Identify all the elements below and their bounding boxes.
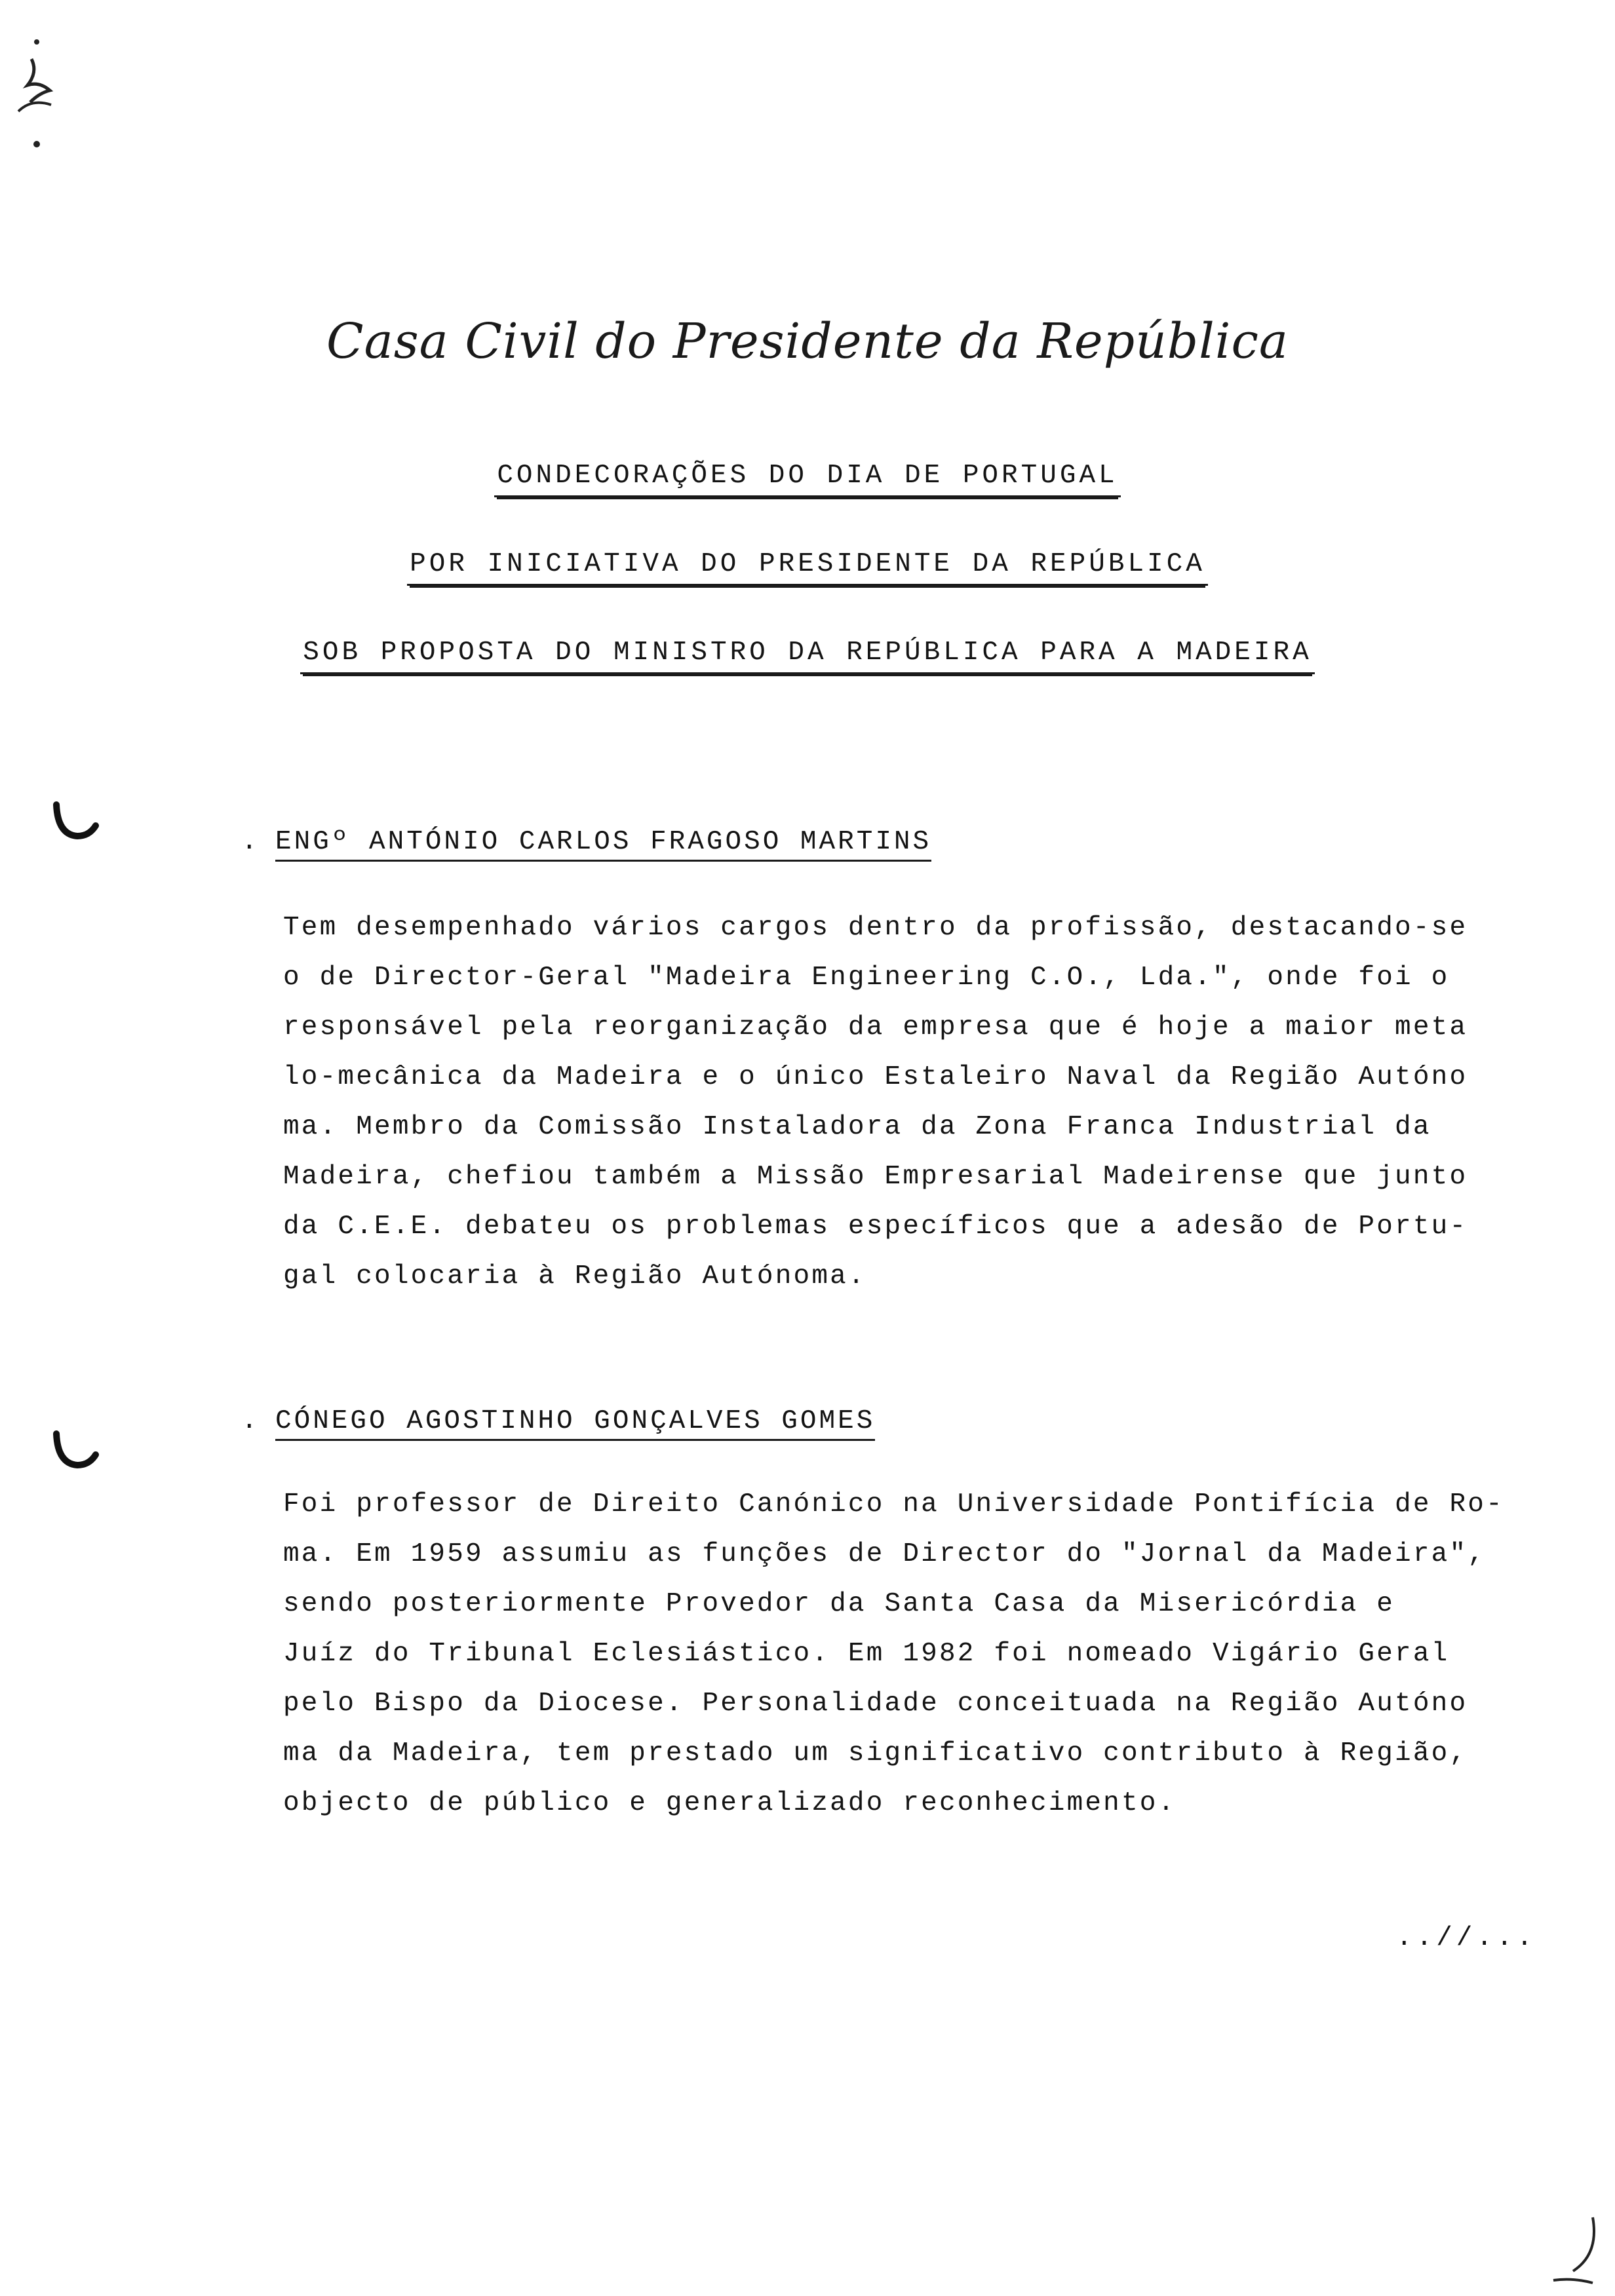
- text-line: da C.E.E. debateu os problemas específicos que a adesão de Portu-: [283, 1212, 1468, 1242]
- text-line: ma da Madeira, tem prestado um significativo contributo à Região,: [283, 1738, 1468, 1769]
- text-line: sendo posteriormente Provedor da Santa Casa da Misericórdia e: [283, 1589, 1395, 1619]
- section-paragraph: [283, 1480, 1568, 1828]
- title-line-3: SOB PROPOSTA DO MINISTRO DA REPÚBLICA PARA A MADEIRA: [0, 636, 1615, 674]
- section-heading: . CÓNEGO AGOSTINHO GONÇALVES GOMES: [241, 1406, 875, 1436]
- text-line: o de Director-Geral "Madeira Engineering C.O., Lda.", onde foi o: [283, 963, 1450, 993]
- text-line: lo-mecânica da Madeira e o único Estaleiro Naval da Região Autóno: [283, 1062, 1468, 1092]
- text-line: ma. Em 1959 assumiu as funções de Director do "Jornal da Madeira",: [283, 1539, 1487, 1569]
- margin-check-mark: [51, 1430, 104, 1476]
- text-line: responsável pela reorganização da empresa que é hoje a maior meta: [283, 1012, 1468, 1043]
- section-heading: . ENGº ANTÓNIO CARLOS FRAGOSO MARTINS: [241, 827, 931, 857]
- title-line-2: POR INICIATIVA DO PRESIDENTE DA REPÚBLICA: [0, 547, 1615, 586]
- honoree-name: ENGº ANTÓNIO CARLOS FRAGOSO MARTINS: [275, 827, 931, 862]
- letterhead: Casa Civil do Presidente da República: [326, 313, 1289, 370]
- text-line: gal colocaria à Região Autónoma.: [283, 1261, 866, 1292]
- continuation-marker: ..//...: [1396, 1923, 1537, 1953]
- text-line: ma. Membro da Comissão Instaladora da Zona Franca Industrial da: [283, 1112, 1431, 1142]
- text-line: Juíz do Tribunal Eclesiástico. Em 1982 foi nomeado Vigário Geral: [283, 1639, 1450, 1669]
- section-paragraph: [283, 903, 1568, 1301]
- text-line: Foi professor de Direito Canónico na Universidade Pontifícia de Ro-: [283, 1489, 1504, 1520]
- text-line: Tem desempenhado vários cargos dentro da profissão, destacando-se: [283, 913, 1468, 943]
- text-line: Madeira, chefiou também a Missão Empresarial Madeirense que junto: [283, 1162, 1468, 1192]
- text-line: objecto de público e generalizado reconhecimento.: [283, 1788, 1177, 1818]
- page-edge-mark: [1547, 2215, 1606, 2287]
- handwritten-corner-mark: [5, 33, 77, 164]
- text-line: pelo Bispo da Diocese. Personalidade conceituada na Região Autóno: [283, 1689, 1468, 1719]
- title-line-1: CONDECORAÇÕES DO DIA DE PORTUGAL: [0, 459, 1615, 497]
- margin-check-mark: [51, 801, 104, 847]
- honoree-name: CÓNEGO AGOSTINHO GONÇALVES GOMES: [275, 1406, 875, 1441]
